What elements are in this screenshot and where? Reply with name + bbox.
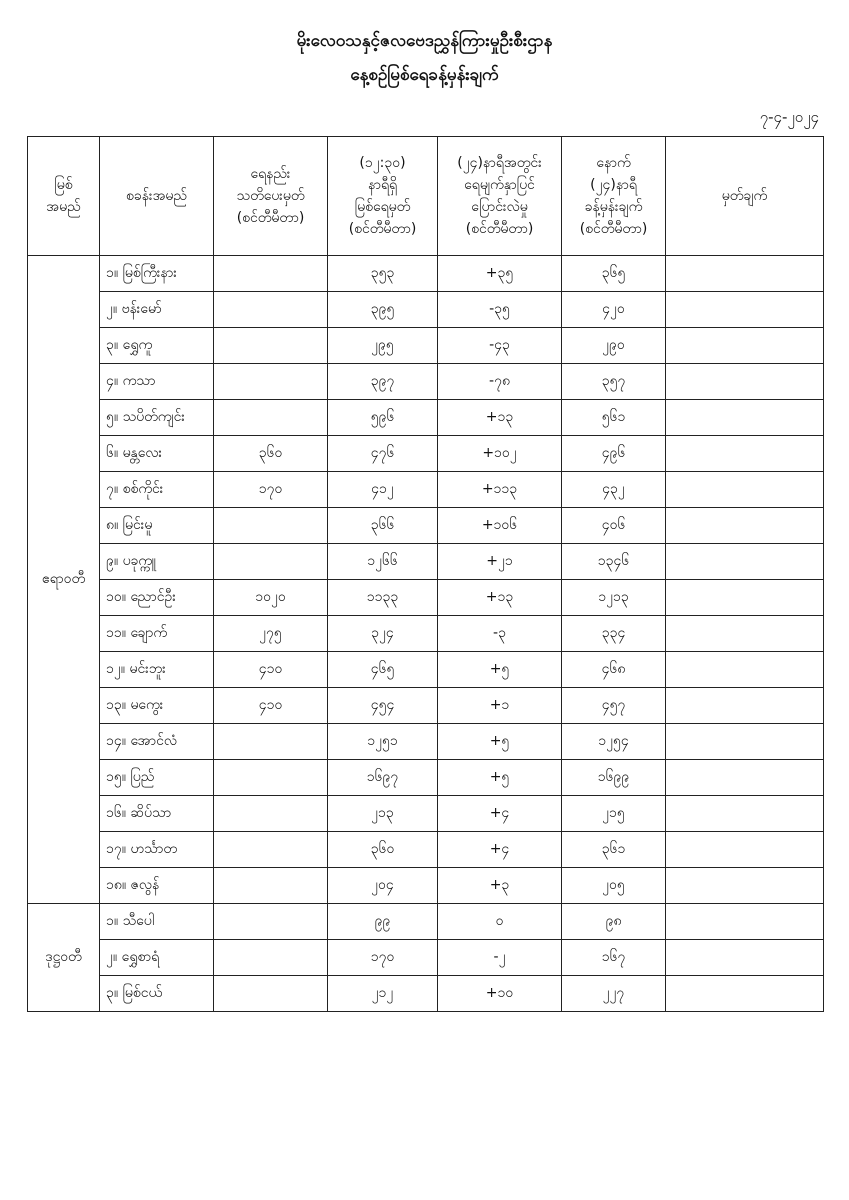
table-row — [28, 544, 824, 580]
remark-cell — [666, 976, 824, 1012]
forecast-cell: ၁၂၅၄ — [562, 724, 666, 760]
water-level-cell: ၁၆၉၇ — [328, 760, 438, 796]
warning-level-cell: ၁၀၂၀ — [214, 580, 328, 616]
remark-cell — [666, 472, 824, 508]
table-row — [28, 616, 824, 652]
water-level-cell: ၃၉၇ — [328, 364, 438, 400]
warning-level-cell — [214, 364, 328, 400]
river-name-cell: ဒုဋ္ဌဝတီ — [28, 904, 100, 1012]
forecast-cell: ၅၆၁ — [562, 400, 666, 436]
remark-cell — [666, 760, 824, 796]
warning-level-cell — [214, 760, 328, 796]
forecast-header — [562, 137, 666, 256]
remark-cell — [666, 832, 824, 868]
station-cell: ၆။ မန္တလေး — [100, 436, 214, 472]
table-header-row — [28, 137, 824, 256]
forecast-cell: ၂၁၅ — [562, 796, 666, 832]
warning-level-cell — [214, 544, 328, 580]
remark-cell — [666, 616, 824, 652]
water-level-cell: ၃၆၆ — [328, 508, 438, 544]
warning-level-cell — [214, 328, 328, 364]
table-row — [28, 580, 824, 616]
change-cell: +၅ — [438, 652, 562, 688]
change-cell: -၃၅ — [438, 292, 562, 328]
header-line: မြစ် — [54, 177, 73, 193]
forecast-cell: ၁၂၁၃ — [562, 580, 666, 616]
warning-level-cell: ၃၆၀ — [214, 436, 328, 472]
warning-level-cell — [214, 508, 328, 544]
water-level-cell: ၁၂၆၆ — [328, 544, 438, 580]
water-level-cell: ၃၅၃ — [328, 256, 438, 292]
station-cell: ၁၄။ အောင်လံ — [100, 724, 214, 760]
table-row — [28, 472, 824, 508]
station-cell: ၇။ စစ်ကိုင်း — [100, 472, 214, 508]
river-name-cell: ဧရာဝတီ — [28, 256, 100, 904]
station-cell: ၂။ ဗန်းမော် — [100, 292, 214, 328]
change-cell: +၅ — [438, 760, 562, 796]
table-body — [28, 256, 824, 1012]
station-cell: ၁၁။ ချောက် — [100, 616, 214, 652]
header-line: (စင်တီမီတာ) — [348, 221, 417, 237]
change-cell: +၁၃ — [438, 580, 562, 616]
station-cell: ၁၀။ ညောင်ဦး — [100, 580, 214, 616]
change-header — [438, 137, 562, 256]
water-level-cell: ၄၇၆ — [328, 436, 438, 472]
station-cell: ၉။ ပခုက္ကူ — [100, 544, 214, 580]
header-line: (စင်တီမီတာ) — [579, 221, 648, 237]
forecast-cell: ၄၂၀ — [562, 292, 666, 328]
table-row — [28, 940, 824, 976]
change-cell: +၁၀ — [438, 976, 562, 1012]
remark-cell — [666, 364, 824, 400]
remark-cell — [666, 292, 824, 328]
header-line: (၁၂:၃၀) — [359, 155, 406, 171]
water-level-cell: ၃၂၄ — [328, 616, 438, 652]
remark-cell — [666, 256, 824, 292]
table-row — [28, 652, 824, 688]
forecast-cell: ၃၆၅ — [562, 256, 666, 292]
remark-cell — [666, 904, 824, 940]
station-cell: ၁၂။ မင်းဘူး — [100, 652, 214, 688]
forecast-cell: ၂၂၇ — [562, 976, 666, 1012]
forecast-cell: ၁၃၄၆ — [562, 544, 666, 580]
forecast-cell: ၄၅၇ — [562, 688, 666, 724]
table-row — [28, 328, 824, 364]
warning-level-cell — [214, 400, 328, 436]
remark-cell — [666, 436, 824, 472]
header-line: စခန်းအမည် — [126, 188, 187, 204]
water-level-cell: ၄၆၅ — [328, 652, 438, 688]
header-line: (စင်တီမီတာ) — [465, 221, 534, 237]
change-cell: +၁၃ — [438, 400, 562, 436]
forecast-cell: ၄၉၆ — [562, 436, 666, 472]
header-line: (၂၄)နာရီအတွင်း — [457, 155, 542, 171]
station-cell: ၃။ ရွှေကူ — [100, 328, 214, 364]
forecast-cell: ၂၉၀ — [562, 328, 666, 364]
water-level-cell: ၂၉၅ — [328, 328, 438, 364]
station-cell: ၁၆။ ဆိပ်သာ — [100, 796, 214, 832]
report-date: ၇-၄-၂၀၂၄ — [759, 108, 819, 126]
station-cell: ၃။ မြစ်ငယ် — [100, 976, 214, 1012]
water-level-cell: ၁၁၃၃ — [328, 580, 438, 616]
warning-level-cell — [214, 976, 328, 1012]
remark-cell — [666, 544, 824, 580]
header-line: နောက် — [596, 155, 631, 171]
warning-level-cell: ၄၁၀ — [214, 652, 328, 688]
table-row — [28, 724, 824, 760]
change-cell: -၃ — [438, 616, 562, 652]
table-row — [28, 760, 824, 796]
header-line: (စင်တီမီတာ) — [236, 210, 305, 226]
warning-level-header — [214, 137, 328, 256]
remark-cell — [666, 796, 824, 832]
table-row — [28, 292, 824, 328]
warning-level-cell — [214, 832, 328, 868]
warning-level-cell — [214, 724, 328, 760]
warning-level-cell — [214, 292, 328, 328]
water-level-cell: ၃၉၅ — [328, 292, 438, 328]
warning-level-cell — [214, 868, 328, 904]
header-line: ရေမျက်နှာပြင် — [464, 177, 535, 193]
water-level-cell: ၄၁၂ — [328, 472, 438, 508]
remark-cell — [666, 688, 824, 724]
river-name-header — [28, 137, 100, 256]
station-cell: ၁။ သီပေါ — [100, 904, 214, 940]
water-level-cell: ၃၆၀ — [328, 832, 438, 868]
water-level-cell: ၂၁၂ — [328, 976, 438, 1012]
table-row — [28, 508, 824, 544]
station-cell: ၁။ မြစ်ကြီးနား — [100, 256, 214, 292]
change-cell: +၂၁ — [438, 544, 562, 580]
header-line: ရေနည်း — [250, 166, 291, 182]
remark-cell — [666, 328, 824, 364]
river-forecast-table — [27, 136, 824, 1012]
header-line: နာရီရှိ — [367, 177, 398, 193]
forecast-cell: ၄၃၂ — [562, 472, 666, 508]
table-row — [28, 868, 824, 904]
header-line: မြစ်ရေမှတ် — [354, 199, 411, 215]
warning-level-cell: ၄၁၀ — [214, 688, 328, 724]
remark-cell — [666, 400, 824, 436]
table-row — [28, 832, 824, 868]
warning-level-cell — [214, 256, 328, 292]
station-cell: ၄။ ကသာ — [100, 364, 214, 400]
station-cell: ၂။ ရွှေစာရံ — [100, 940, 214, 976]
water-level-cell: ၉၉ — [328, 904, 438, 940]
water-level-cell: ၁၂၅၁ — [328, 724, 438, 760]
water-level-cell: ၅၉၆ — [328, 400, 438, 436]
station-cell: ၁၅။ ပြည် — [100, 760, 214, 796]
change-cell: +၁ — [438, 688, 562, 724]
change-cell: +၁၁၃ — [438, 472, 562, 508]
document-title: မိုးလေဝသနှင့်ဇလဗေဒညွှန်ကြားမှုဦးစီးဌာန — [296, 31, 553, 51]
header-line: အမည် — [46, 199, 81, 215]
warning-level-cell: ၂၇၅ — [214, 616, 328, 652]
forecast-cell: ၄၆၈ — [562, 652, 666, 688]
table-row — [28, 976, 824, 1012]
header-line: (၂၄)နာရီ — [590, 177, 637, 193]
station-cell: ၁၃။ မကွေး — [100, 688, 214, 724]
change-cell: +၃ — [438, 868, 562, 904]
remark-cell — [666, 940, 824, 976]
forecast-cell: ၁၆၇ — [562, 940, 666, 976]
water-level-cell: ၂၁၃ — [328, 796, 438, 832]
document-subtitle: နေ့စဉ်မြစ်ရေခန့်မှန်းချက် — [350, 65, 499, 85]
change-cell: -၄၃ — [438, 328, 562, 364]
water-level-header — [328, 137, 438, 256]
table-row — [28, 688, 824, 724]
header-line: သတိပေးမှတ် — [236, 188, 305, 204]
station-name-header — [100, 137, 214, 256]
change-cell: +၅ — [438, 724, 562, 760]
water-level-cell: ၂၀၄ — [328, 868, 438, 904]
change-cell: +၄ — [438, 796, 562, 832]
station-cell: ၁၈။ ဇလွန် — [100, 868, 214, 904]
table-row — [28, 400, 824, 436]
change-cell: ၀ — [438, 904, 562, 940]
forecast-cell: ၃၆၁ — [562, 832, 666, 868]
warning-level-cell — [214, 940, 328, 976]
warning-level-cell — [214, 796, 328, 832]
water-level-cell: ၄၅၄ — [328, 688, 438, 724]
header-line: ခန့်မှန်းချက် — [584, 199, 643, 215]
forecast-cell: ၉၈ — [562, 904, 666, 940]
station-cell: ၈။ မြင်းမူ — [100, 508, 214, 544]
remark-header — [666, 137, 824, 256]
remark-cell — [666, 580, 824, 616]
forecast-cell: ၂၀၅ — [562, 868, 666, 904]
warning-level-cell: ၁၇၀ — [214, 472, 328, 508]
change-cell: +၄ — [438, 832, 562, 868]
change-cell: +၁၀၆ — [438, 508, 562, 544]
station-cell: ၁၇။ ဟင်္သာတ — [100, 832, 214, 868]
forecast-cell: ၃၃၄ — [562, 616, 666, 652]
table-row — [28, 436, 824, 472]
warning-level-cell — [214, 904, 328, 940]
forecast-cell: ၄၀၆ — [562, 508, 666, 544]
change-cell: +၁၀၂ — [438, 436, 562, 472]
change-cell: -၂ — [438, 940, 562, 976]
table-row — [28, 364, 824, 400]
remark-cell — [666, 508, 824, 544]
forecast-cell: ၃၅၇ — [562, 364, 666, 400]
table-row — [28, 256, 824, 292]
station-cell: ၅။ သပိတ်ကျင်း — [100, 400, 214, 436]
water-level-cell: ၁၇၀ — [328, 940, 438, 976]
header-line: ပြောင်းလဲမှု — [471, 199, 528, 215]
change-cell: -၇၈ — [438, 364, 562, 400]
table-row — [28, 796, 824, 832]
forecast-cell: ၁၆၉၉ — [562, 760, 666, 796]
remark-cell — [666, 724, 824, 760]
table-row — [28, 904, 824, 940]
remark-cell — [666, 652, 824, 688]
change-cell: +၃၅ — [438, 256, 562, 292]
remark-cell — [666, 868, 824, 904]
header-line: မှတ်ချက် — [721, 188, 768, 204]
